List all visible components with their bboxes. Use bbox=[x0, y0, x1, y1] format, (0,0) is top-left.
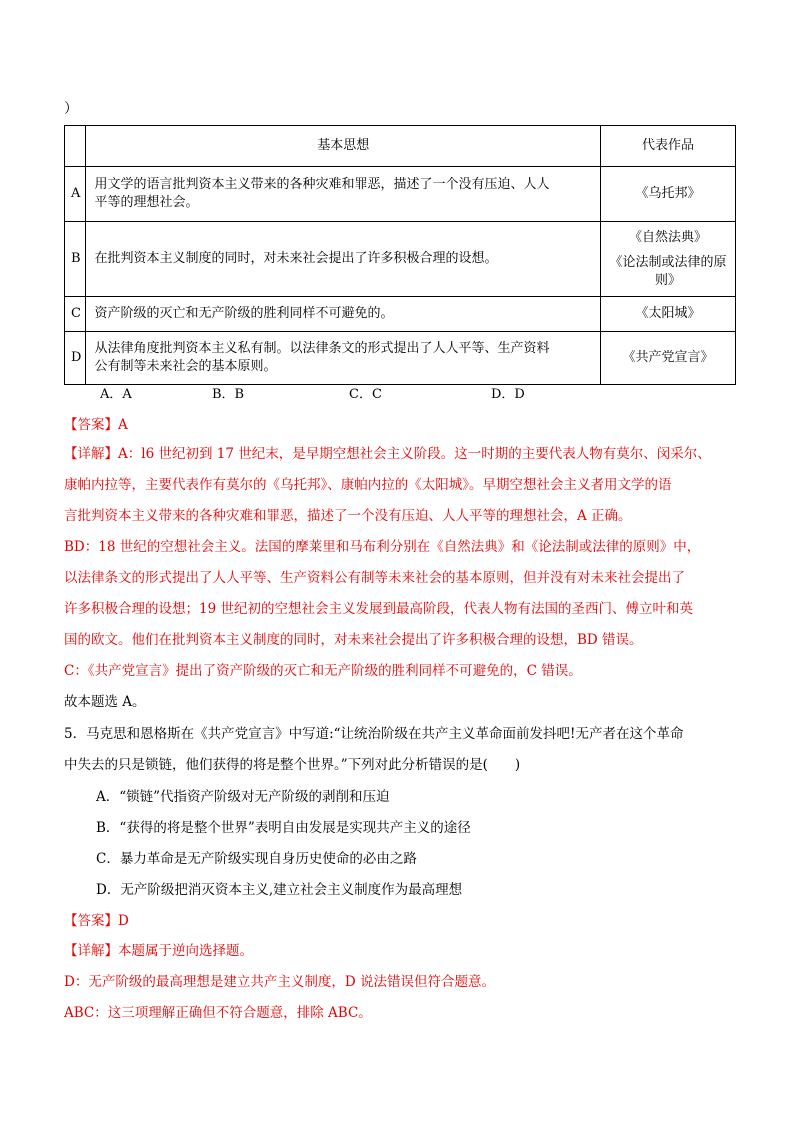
q5-option-b: B．“获得的将是整个世界”表明自由发展是实现共产主义的途径 bbox=[96, 820, 471, 836]
row-letter: C bbox=[65, 297, 86, 332]
q4-detail-line: 言批判资本主义带来的各种灾难和罪恶，描述了一个没有压迫、人人平等的理想社会，A 正确。 bbox=[64, 508, 632, 524]
table-row bbox=[65, 332, 736, 385]
q5-detail-line: D：无产阶级的最高理想是建立共产主义制度，D 说法错误但符合题意。 bbox=[64, 974, 495, 990]
row-idea: 资产阶级的灭亡和无产阶级的胜利同样不可避免的。 bbox=[86, 297, 601, 332]
q4-detail-line: 【详解】A：l6 世纪初到 17 世纪末，是早期空想社会主义阶段。这一时期的主要代表人物有莫尔、闵采尔、 bbox=[64, 446, 711, 462]
row-idea: 在批判资本主义制度的同时，对未来社会提出了许多积极合理的设想。 bbox=[86, 222, 601, 297]
q4-detail-line: 国的欧文。他们在批判资本主义制度的同时，对未来社会提出了许多积极合理的设想，BD 错误。 bbox=[64, 632, 643, 648]
row-letter: A bbox=[65, 167, 86, 222]
q4-option-c: C．C bbox=[349, 387, 382, 402]
table-header-row bbox=[65, 126, 736, 167]
row-letter: B bbox=[65, 222, 86, 297]
row-work: 《乌托邦》 bbox=[601, 167, 736, 222]
table-row bbox=[65, 222, 736, 297]
row-work: 《共产党宣言》 bbox=[601, 332, 736, 385]
table-row bbox=[65, 167, 736, 222]
table-header-empty bbox=[65, 126, 86, 167]
row-work: 《太阳城》 bbox=[601, 297, 736, 332]
row-idea: 从法律角度批判资本主义私有制。以法律条文的形式提出了人人平等、生产资料 公有制等未来社会的基本原则。 bbox=[86, 332, 601, 385]
q5-answer: 【答案】D bbox=[64, 913, 129, 929]
q4-detail-line: 康帕内拉等，主要代表作有莫尔的《乌托邦》、康帕内拉的《太阳城》。早期空想社会主义者用文学的语 bbox=[64, 477, 672, 493]
closing-paren: ） bbox=[64, 101, 78, 117]
q5-stem-line: 5．马克思和恩格斯在《共产党宣言》中写道:“让统治阶级在共产主义革命面前发抖吧!无产者在这个革命 bbox=[64, 726, 684, 742]
q5-detail-line: ABC：这三项理解正确但不符合题意，排除 ABC。 bbox=[64, 1005, 372, 1021]
q5-detail-line: 【详解】本题属于逆向选择题。 bbox=[64, 943, 253, 959]
q4-answer: 【答案】A bbox=[64, 417, 128, 433]
table-row bbox=[65, 297, 736, 332]
table-header-work: 代表作品 bbox=[601, 126, 736, 167]
q5-option-d: D．无产阶级把消灭资本主义,建立社会主义制度作为最高理想 bbox=[96, 882, 463, 898]
row-idea: 用文学的语言批判资本主义带来的各种灾难和罪恶，描述了一个没有压迫、人人 平等的理想社会。 bbox=[86, 167, 601, 222]
q4-option-d: D．D bbox=[491, 387, 525, 402]
q4-detail-line: C：《共产党宣言》提出了资产阶级的灭亡和无产阶级的胜利同样不可避免的，C 错误。 bbox=[64, 663, 582, 679]
q5-option-a: A．“锁链”代指资产阶级对无产阶级的剥削和压迫 bbox=[96, 789, 390, 805]
q4-option-a: A．A bbox=[100, 387, 132, 402]
row-letter: D bbox=[65, 332, 86, 385]
q4-detail-line: BD：18 世纪的空想社会主义。法国的摩莱里和马布利分别在《自然法典》和《论法制或法律的原则》中， bbox=[64, 539, 701, 555]
q4-conclusion: 故本题选 A。 bbox=[64, 694, 146, 710]
q4-detail-line: 以法律条文的形式提出了人人平等、生产资料公有制等未来社会的基本原则，但并没有对未来社会提出了 bbox=[64, 570, 685, 586]
q5-stem-line: 中失去的只是锁链，他们获得的将是整个世界。”下列对此分析错误的是( ) bbox=[64, 757, 521, 773]
comparison-table bbox=[64, 125, 736, 385]
q5-option-c: C．暴力革命是无产阶级实现自身历史使命的必由之路 bbox=[96, 851, 417, 867]
table-header-idea: 基本思想 bbox=[86, 126, 601, 167]
q4-option-b: B．B bbox=[212, 387, 245, 402]
q4-detail-line: 许多积极合理的设想；19 世纪初的空想社会主义发展到最高阶段，代表人物有法国的圣西门、傅立叶和英 bbox=[64, 601, 693, 617]
row-work: 《自然法典》 《论法制或法律的原则》 bbox=[601, 222, 736, 297]
